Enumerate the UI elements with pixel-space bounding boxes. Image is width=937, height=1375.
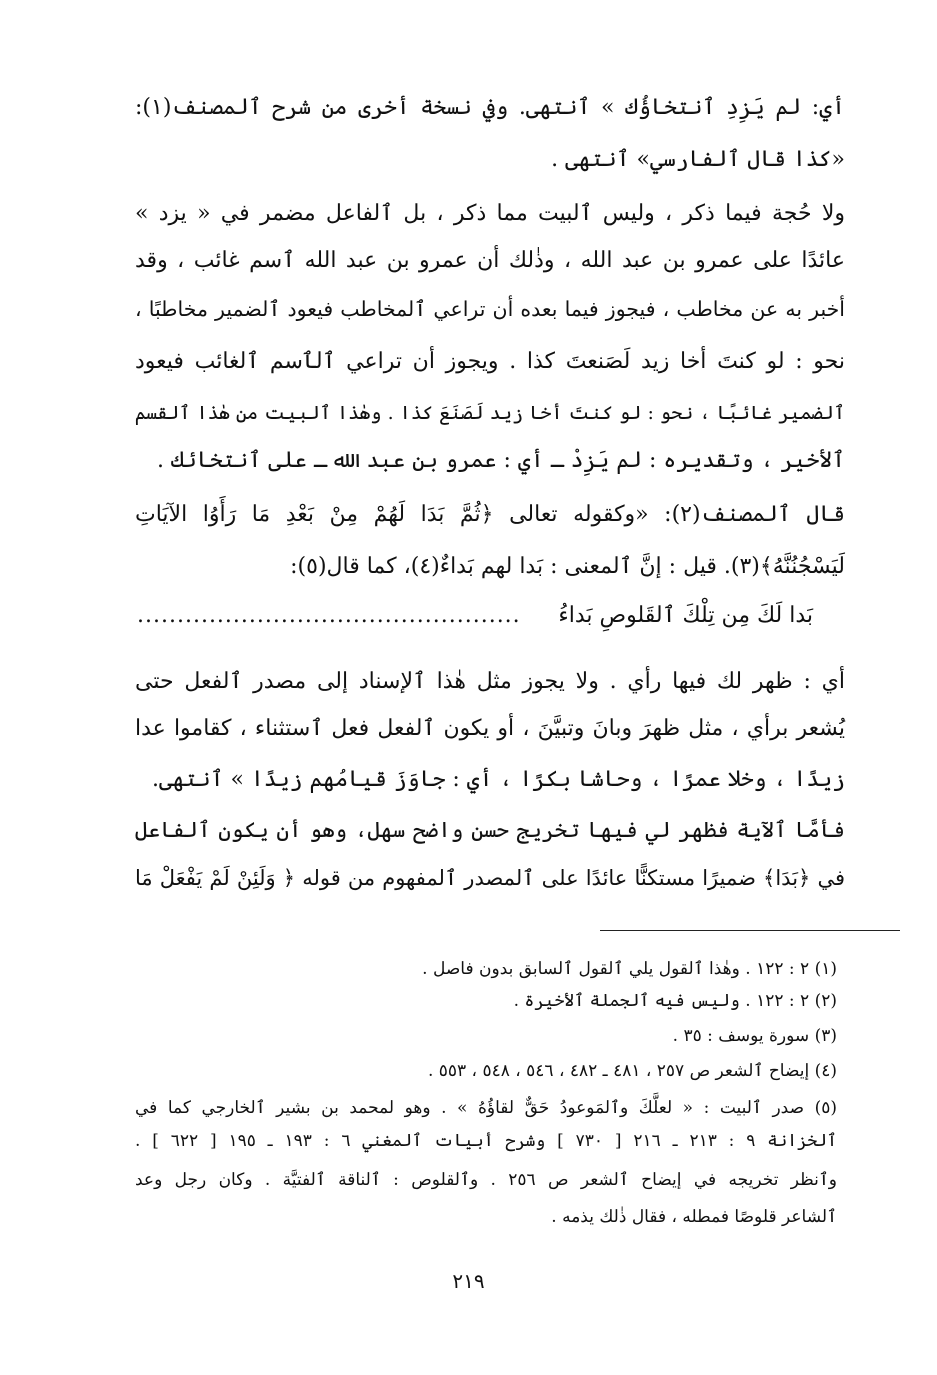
body-line: في ﴿بَدَا﴾ ضميرًا مستكنًّا عائدًا على ٱلمصدر ٱلمفهوم من قوله ﴿ وَلَئِنْ لَمْ يَفْعَلْ مَا (135, 866, 845, 890)
footnote: (١) ٢ : ١٢٢ . وهٰذا ٱلقول يلي ٱلقول ٱلسابق بدون فاصل . (422, 959, 837, 979)
footnote-continuation: وٱنظر تخريجه في إيضاح ٱلشعر ص ٢٥٦ . وٱلقلوص : ٱلناقة ٱلفتيَّة . وكان رجل وعد (135, 1170, 837, 1190)
body-line: فأمَّا ٱلآية فظهر لي فيها تخريج حسن واضح سهل، وهو أن يكون ٱلفاعل (135, 818, 845, 843)
body-line: نحو : لو كنتَ أخا زيد لَصَنعتَ كذا . ويجوز أن تراعي ٱلٱسم ٱلغائب فيعود (135, 349, 845, 374)
page-number: ٢١٩ (452, 1269, 485, 1293)
body-line: «كذا قال ٱلفارسي» ٱنتهى . (551, 147, 845, 172)
body-line: لَيَسْجُنُنَّهُ﴾(٣). قيل : إنَّ ٱلمعنى : بَدا لهم بَداءٌ(٤)، كما قال(٥): (290, 554, 845, 579)
footnote: (٤) إيضاح ٱلشعر ص ٢٥٧ ، ٤٨١ ـ ٤٨٢ ، ٥٤٦ ، ٥٤٨ ، ٥٥٣ . (427, 1061, 837, 1081)
footnote-continuation: ٱلشاعر قلوصًا فمطله ، فقال ذٰلك يذمه . (551, 1207, 837, 1227)
verse-omission-dots: ................................................ (137, 603, 521, 628)
footnote-separator (600, 930, 900, 931)
verse-hemistich: بَدا لَكَ مِن تِلْكَ ٱلقَلوصِ بَداءُ (558, 603, 813, 628)
body-line: ٱلضمير غائبًا ، نحو : لو كنتَ أخا زيد لَصَنَعَ كذا . وهٰذا ٱلبيت من هٰذا ٱلقسم (134, 402, 845, 424)
body-line: عائدًا على عمرو بن عبد الله ، وذٰلك أن عمرو بن عبد الله ٱسم غائب ، وقد (135, 248, 845, 273)
footnote-continuation: ٱلخزانة ٩ : ٢١٣ ـ ٢١٦ [ ٧٣٠ ] وشرح أبيات ٱلمغني ٦ : ١٩٣ ـ ١٩٥ [ ٦٢٢ ] . (135, 1131, 837, 1151)
body-line: ٱلأخير ، وتقديره : لم يَزِدْ ـ أي : عمرو بن عبد الله ـ على ٱنتخائك . (156, 448, 845, 473)
footnote: (٢) ٢ : ١٢٢ . وليس فيه ٱلجملة ٱلأخيرة . (513, 991, 837, 1011)
body-line: يُشعر برأي ، مثل ظهرَ وبانَ وتبيَّنَ ، أو يكون ٱلفعل فعل ٱستثناء ، كقاموا عدا (135, 716, 845, 741)
body-line: أي: لم يَزِدِ ٱنتخاؤُك » ٱنتهى. وفي نسخة أخرى من شرح ٱلمصنف(١): (135, 95, 845, 120)
footnote: (٥) صدر ٱلبيت : « لعلَّكَ وٱلمَوعودُ حَقٌّ لقاؤُهُ » . وهو لمحمد بن بشير ٱلخارجي كما في (135, 1098, 837, 1118)
footnote: (٣) سورة يوسف : ٣٥ . (672, 1026, 837, 1046)
body-line: زيدًا ، وخلا عمرًا ، وحاشا بكرًا ، أي : جاوَزَ قيامُهم زيدًا » ٱنتهى. (152, 767, 845, 792)
poetry-verse (135, 601, 845, 635)
body-line: أي : ظهر لك فيها رأي . ولا يجوز مثل هٰذا ٱلإسناد إلى مصدر ٱلفعل حتى (135, 669, 845, 694)
body-line: أخبر به عن مخاطب ، فيجوز فيما بعده أن تراعي ٱلمخاطب فيعود ٱلضمير مخاطبًا ، (135, 297, 845, 321)
body-line: ولا حُجة فيما ذكر ، وليس ٱلبيت مما ذكر ، بل ٱلفاعل مضمر في « يزد » (135, 201, 845, 226)
body-line: قال ٱلمصنف(٢): «وكقوله تعالى ﴿ثُمَّ بَدَا لَهُمْ مِنْ بَعْدِ مَا رَأَوُا الآيَاتِ (135, 502, 845, 527)
